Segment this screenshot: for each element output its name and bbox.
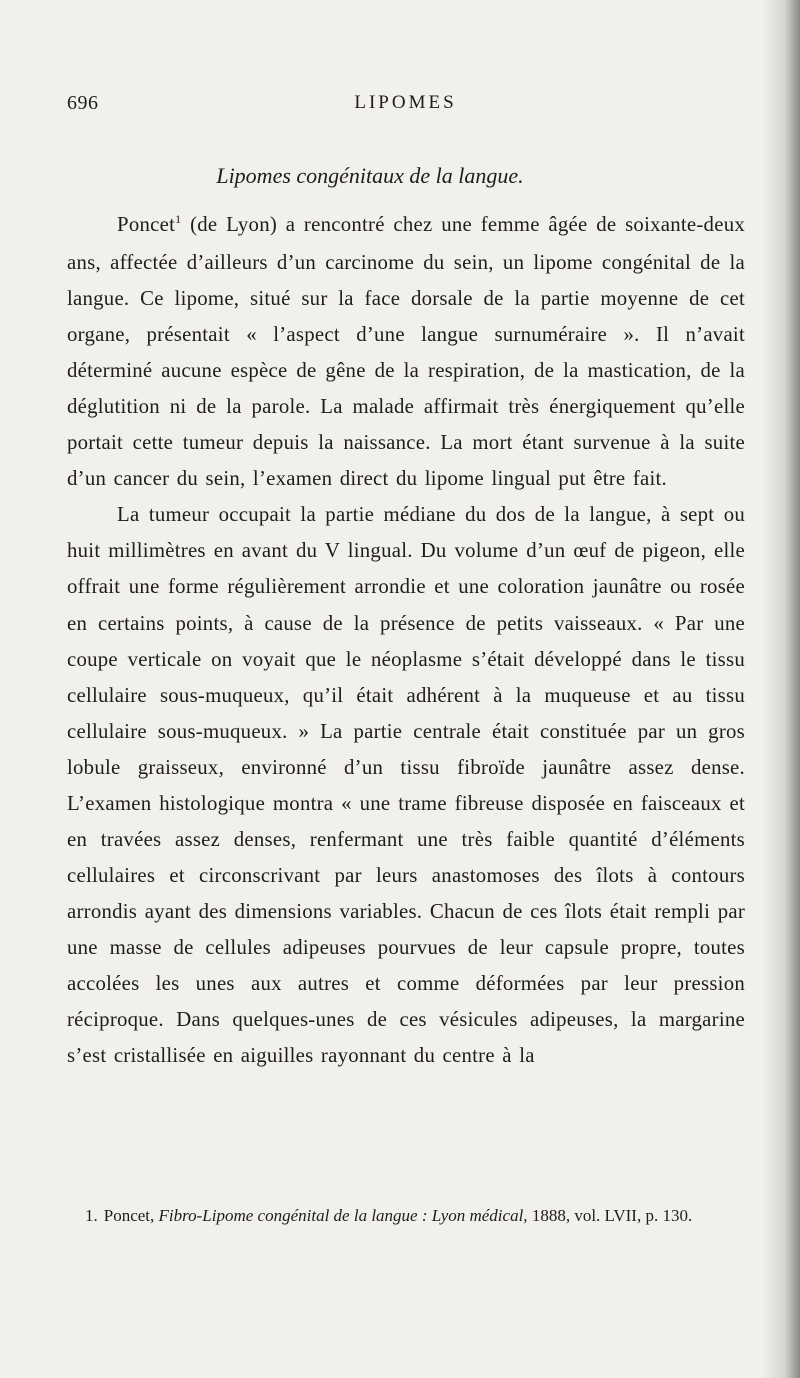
body-text bbox=[67, 207, 745, 1074]
footnote bbox=[67, 1204, 745, 1228]
page-edge-shadow bbox=[762, 0, 800, 1378]
paragraph-2: La tumeur occupait la partie médiane du dos de la langue, à sept ou huit millimètres en avant du V lingual. Du volume d’un œuf de pigeon, elle offrait une forme régulièrement arrondie et une coloration jaunâtre ou rosée en certains points, à cause de la présence de petits vaisseaux. « Par une coupe verticale on voyait que le néoplasme s’était développé dans le tissu cellulaire sous-muqueux, qu’il était adhérent à la muqueuse et au tissu cellulaire sous-muqueux. » La partie centrale était constituée par un gros lobule graisseux, environné d’un tissu fibroïde jaunâtre assez dense. L’examen histologique montra « une trame fibreuse disposée en faisceaux et en travées assez denses, renfermant une très faible quantité d’éléments cellulaires et circonscrivant par leurs anastomoses des îlots à contours arrondis ayant des dimensions variables. Chacun de ces îlots était rempli par une masse de cellules adipeuses pourvues de leur capsule propre, toutes accolées les unes aux autres et comme déformées par leur pression réciproque. Dans quelques-unes de ces vésicules adipeuses, la margarine s’est cristallisée en aiguilles rayonnant du centre à la bbox=[67, 503, 745, 1068]
footnote-number: 1. bbox=[85, 1206, 98, 1225]
running-title: LIPOMES bbox=[354, 92, 457, 113]
page-header bbox=[67, 92, 744, 122]
paragraph-1 bbox=[67, 207, 745, 497]
section-title: Lipomes congénitaux de la langue. bbox=[216, 163, 524, 188]
footnote-details: 1888, vol. LVII, p. 130. bbox=[531, 1206, 693, 1225]
page-number: 696 bbox=[67, 92, 99, 114]
footnote-mark: 1 bbox=[175, 212, 182, 226]
footnote-author: Poncet, bbox=[103, 1206, 155, 1225]
paragraph-1-text: (de Lyon) a rencontré chez une femme âgée de soixante-deux ans, affectée d’ailleurs d’un carcinome du sein, un lipome congénital de la langue. Ce lipome, situé sur la face dorsale de la partie moyenne de cet organe, présentait « l’aspect d’une langue surnuméraire ». Il n’avait déterminé aucune espèce de gêne de la respiration, de la mastication, de la déglutition ni de la parole. La malade affirmait très énergiquement qu’elle portait cette tumeur depuis la naissance. La mort étant survenue à la suite d’un cancer du sein, l’examen direct du lipome lingual put être fait. bbox=[67, 213, 745, 491]
footnote-work: Fibro-Lipome congénital de la langue : Lyon médical, bbox=[158, 1206, 528, 1225]
paragraph-1-lead: Poncet bbox=[117, 213, 176, 236]
